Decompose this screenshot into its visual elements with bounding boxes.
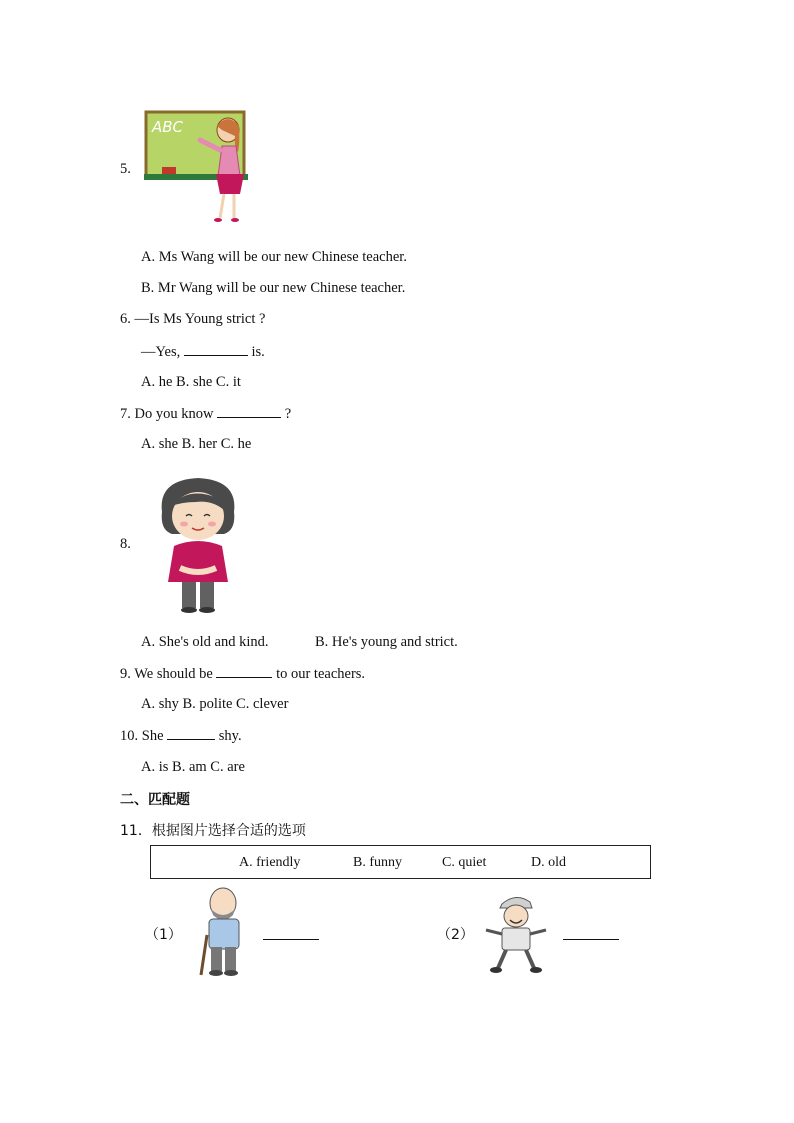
q10-blank[interactable]: [167, 727, 215, 740]
q6-stem: 6. —Is Ms Young strict ?: [120, 311, 266, 327]
blackboard-text: ABC: [152, 118, 184, 136]
q6-options: A. he B. she C. it: [141, 374, 241, 390]
funny-man-cap-illustration: [482, 892, 552, 976]
q8-option-b: B. He's young and strict.: [315, 634, 458, 650]
q7-stem-post: ?: [284, 406, 292, 422]
choice-b: B. funny: [353, 855, 402, 870]
q10-stem-line: [120, 727, 242, 745]
q5-option-b: B. Mr Wang will be our new Chinese teacher.: [141, 280, 406, 296]
q7-options: A. she B. her C. he: [141, 436, 252, 452]
q5-option-a: A. Ms Wang will be our new Chinese teacher.: [141, 249, 407, 265]
q5-number: 5.: [120, 161, 131, 177]
choice-c: C. quiet: [442, 855, 487, 870]
choice-a: A. friendly: [239, 855, 301, 870]
q7-stem-line: [120, 405, 291, 423]
q10-options: A. is B. am C. are: [141, 759, 245, 775]
q9-options: A. shy B. polite C. clever: [141, 696, 289, 712]
eraser-icon: [162, 167, 176, 174]
word-bank-box: [150, 845, 651, 879]
item-1-label: （1）: [145, 927, 182, 943]
q9-blank[interactable]: [216, 665, 272, 678]
q10-stem-post: shy.: [218, 728, 242, 744]
teacher-blackboard-illustration: [142, 108, 250, 230]
q9-stem-pre: 9. We should be: [120, 666, 213, 682]
q6-answer-post: is.: [251, 344, 265, 360]
q8-number: 8.: [120, 536, 131, 552]
q7-blank[interactable]: [217, 405, 281, 418]
item-2-blank[interactable]: [563, 927, 619, 940]
q9-stem-line: [120, 665, 365, 683]
q6-answer-pre: —Yes,: [141, 344, 181, 360]
section-heading: 二、匹配题: [120, 792, 190, 808]
q10-stem-pre: 10. She: [120, 728, 164, 744]
q7-stem-pre: 7. Do you know: [120, 406, 214, 422]
q11-stem: 11．根据图片选择合适的选项: [120, 823, 306, 839]
item-1-blank[interactable]: [263, 927, 319, 940]
q6-blank[interactable]: [184, 343, 248, 356]
q6-answer-line: [141, 343, 265, 361]
choice-d: D. old: [531, 855, 566, 870]
old-man-with-cane-illustration: [193, 885, 255, 979]
old-woman-illustration: [152, 472, 244, 614]
item-2-label: （2）: [437, 927, 474, 943]
q8-option-a: A. She's old and kind.: [141, 634, 269, 650]
q9-stem-post: to our teachers.: [276, 666, 366, 682]
